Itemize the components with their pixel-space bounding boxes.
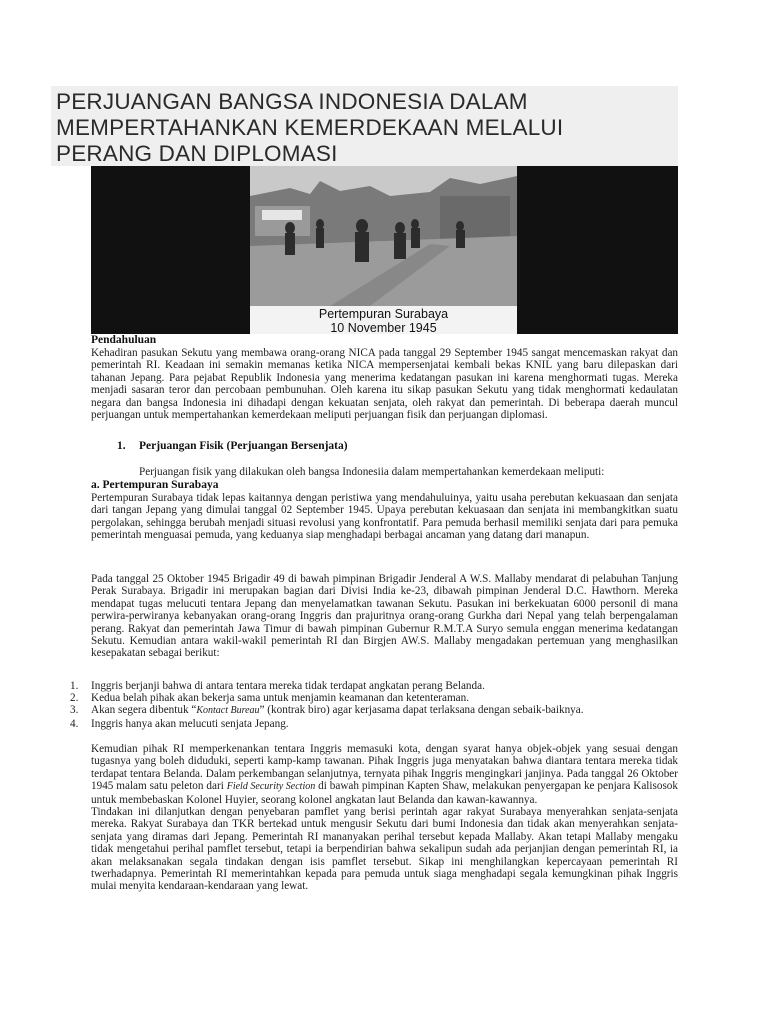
body-paragraph-3 [91, 743, 678, 893]
agreement-list [70, 680, 690, 730]
page-title-line-1: PERJUANGAN BANGSA INDONESIA DALAM [56, 89, 528, 114]
list-item-text: Inggris berjanji bahwa di antara tentara mereka tidak terdapat angkatan perang Belanda. [91, 680, 485, 692]
subsection-a-paragraph-2 [91, 573, 678, 660]
photo-caption [250, 306, 517, 334]
section-1-heading: Perjuangan Fisik (Perjuangan Bersenjata) [139, 440, 348, 452]
list-item-text-post: ” (kontrak biro) agar kerjasama dapat terlaksana dengan sebaik-baiknya. [259, 704, 584, 717]
list-item-text: Kedua belah pihak akan bekerja sama untuk menjamin keamanan dan ketenteraman. [91, 692, 470, 705]
list-item [70, 704, 690, 717]
list-item [70, 692, 690, 704]
paragraph-3-continuation: Tindakan ini dilanjutkan dengan penyebaran pamflet yang berisi perintah agar rakyat Surabaya menyerahkan senjata-senjata mereka. Rakyat Surabaya dan TKR bertekad untuk mengusir Sekutu dari bumi Indonesia dan tidak akan menyerahkan senjata-senjata yang diramas dari Jepang. Pemerintah RI mananyakan perihal tersebut kepada Mallaby. Akan tetapi Mallaby mengaku tidak mengetahui perihal pamflet tersebut, tetapi ia berpendirian bahwa sekalipun sudah ada perjanjian dengan pemerintah RI, ia akan melaksanakan segala tindakan dengan isis pamflet tersebut. Sikap ini menghilangkan kepercayaan pemerintah RI twerhadapnya. Pemerintah RI memerintahkan kepada para pemuda untuk siaga menghadapi segala kemungkinan pihak Inggris mulai menyita kendaraan-kendaraan yang lewat. [91, 806, 678, 893]
paragraph-3-text [91, 743, 678, 806]
paragraph-3-pre: Kemudian pihak RI memperkenankan tentara Inggris memasuki kota, dengan syarat hanya objek-objek yang sesuai dengan tugasnya yang boleh diduduki, seperti kamp-kamp tawanan. Pihak Inggris juga menyatakan bahwa diantara tentara mereka tidak terdapat tentara Belanda. Dalam perkembangan selanjutnya, ternyata pihak Inggris mengingkari janjinya. Pada tanggal 26 Oktober 1945 malam satu peleton dari [91, 743, 678, 793]
list-item-text-pre: Akan segera dibentuk “ [91, 704, 197, 717]
intro-heading: Pendahuluan [91, 334, 157, 346]
section-1-lead-text: Perjuangan fisik yang dilakukan oleh bangsa Indonesiia dalam mempertahankan kemerdekaan meliputi: [139, 466, 605, 478]
subsection-a-heading: a. Pertempuran Surabaya [91, 479, 219, 491]
list-item-text-italic: Kontact Bureau [196, 705, 260, 717]
paragraph-3-italic: Field Security Section [226, 781, 316, 793]
section-1-number: 1. [117, 440, 126, 452]
list-item [70, 718, 690, 730]
subsection-a-text-2: Pada tanggal 25 Oktober 1945 Brigadir 49 di bawah pimpinan Brigadir Jenderal A W.S. Mallaby mendarat di pelabuhan Tanjung Perak Surabaya. Brigadir ini merupakan bagian dari Divisi India ke-23, dibawah pimpinan Jenderal D.C. Hawthorn. Mereka mendapat tugas melucuti tentara Jepang dan menyelamatkan tawanan Sekutu. Pasukan ini berkekuatan 6000 personil di mana perwira-perwiranya kebanyakan orang-orang Inggris dan prajuritnya orang-orang Gurkha dari Nepal yang telah berpengalaman perang. Rakyat dan pemerintah Jawa Timur di bawah pimpinan Gubernur R.M.T.A Suryo semula enggan menerima kedatangan Sekutu. Kemudian antara wakil-wakil pemerintah RI dan Birgjen AW.S. Mallaby mengadakan pertemuan yang menghasilkan kesepakatan sebagai berikut: [91, 573, 678, 660]
list-item [70, 680, 690, 692]
list-item-text-group [91, 704, 584, 717]
title-block [51, 86, 678, 166]
list-item-text: Inggris hanya akan melucuti senjata Jepang. [91, 717, 289, 730]
battle-photo-illustration [250, 166, 517, 306]
list-item-number: 1. [70, 680, 79, 692]
intro-text: Kehadiran pasukan Sekutu yang membawa orang-orang NICA pada tanggal 29 September 1945 sangat mencemaskan rakyat dan pemerintah RI. Keadaan ini semakin memanas ketika NICA mempersenjatai kembali bekas KNIL yang baru dilepaskan dari tahanan Jepang. Para pejabat Republik Indonesia yang menerima kedatangan pasukan ini karena menghormati tugas. Mereka menjadi sasaran teror dan percobaan pembunuhan. Oleh karena itu sikap pasukan Sekutu yang tidak menghormati kedaulatan negara dan bangsa Indonesia ini dihadapi dengan kekuatan senjata, oleh rakyat dan pemerintah. Di beberapa daerah muncul perjuangan untuk mempertahankan kemerdekaan meliputi perjuangan fisik dan perjuangan diplomasi. [91, 347, 678, 422]
battle-photo [250, 166, 517, 306]
section-1-lead [139, 466, 679, 478]
photo-caption-line-1: Pertempuran Surabaya [318, 307, 449, 321]
photo-caption-line-2: 10 November 1945 [330, 321, 437, 335]
list-item-number: 3. [70, 704, 79, 717]
page-title-line-3: PERANG DAN DIPLOMASI [56, 141, 338, 166]
list-item-number: 2. [70, 692, 79, 705]
page-title-line-2: MEMPERTAHANKAN KEMERDEKAAN MELALUI [56, 115, 564, 140]
subsection-a-paragraph-1 [91, 492, 678, 542]
subsection-a-text-1: Pertempuran Surabaya tidak lepas kaitannya dengan peristiwa yang mendahuluinya, yaitu usaha perebutan kekuasaan dan senjata dari tangan Jepang yang dimulai tanggal 02 September 1945. Upaya perebutan kekuasaan dan senjata ini membangkitkan suatu pergolakan, sehingga berubah menjadi situasi revolusi yang konfrontatif. Para pemuda berhasil memiliki senjata dari para pemuka pemerintah menguasai pemuda, yang keduanya siap menghadapi berbagai ancaman yang datang dari manapun. [91, 492, 678, 542]
list-item-number: 4. [70, 717, 79, 730]
intro-paragraph [91, 347, 678, 421]
paragraph-3-post: di bawah pimpinan Kapten Shaw, melakukan penyergapan ke penjara Kalisosok untuk membebaskan Kolonel Huyier, seorang kolonel angkatan laut Belanda dan kawan-kawannya. [91, 780, 678, 806]
